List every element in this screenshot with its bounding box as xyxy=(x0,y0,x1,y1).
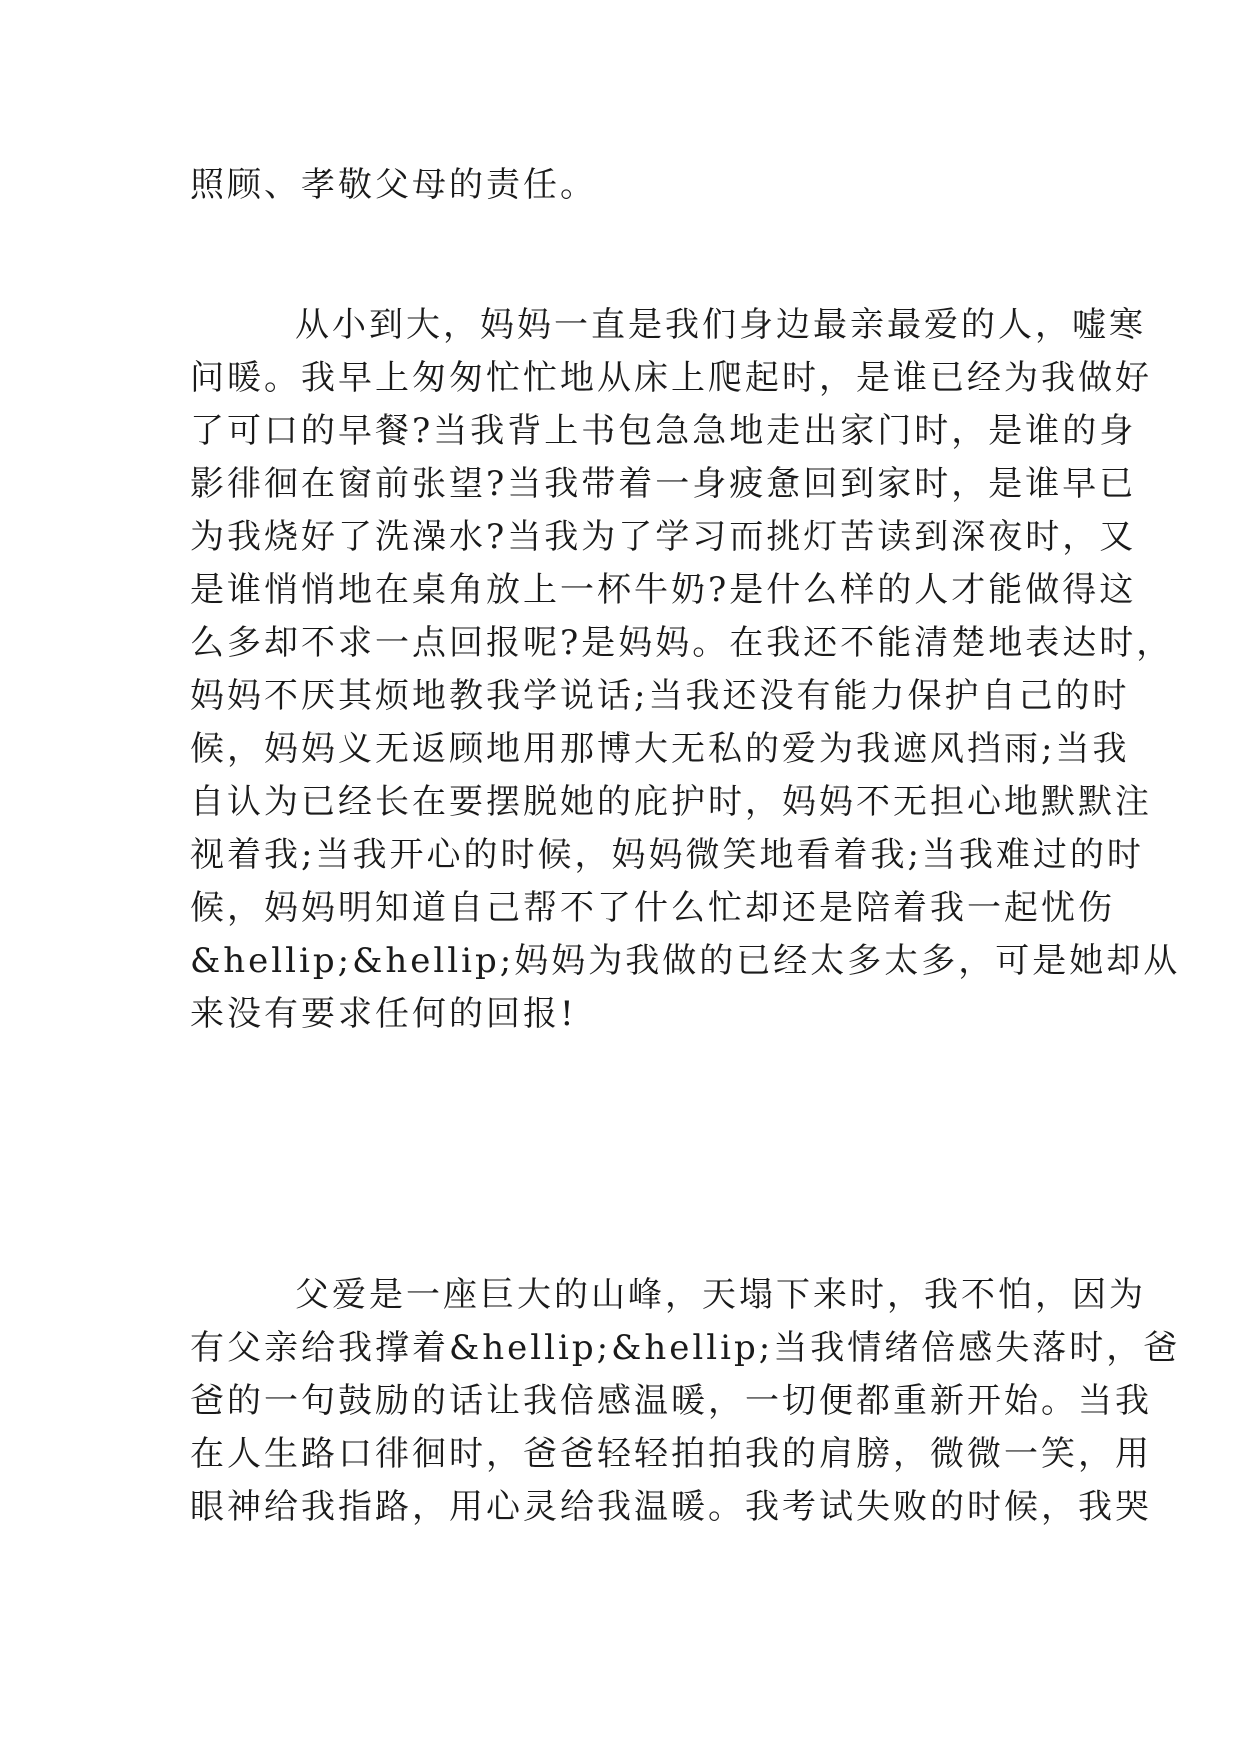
paragraph-3-line-2: 有父亲给我撑着&hellip;&hellip;当我情绪倍感失落时，爸 xyxy=(190,1328,1181,1368)
paragraph-2-line-9: 候，妈妈义无返顾地用那博大无私的爱为我遮风挡雨;当我 xyxy=(190,729,1130,769)
paragraph-3-line-3: 爸的一句鼓励的话让我倍感温暖，一切便都重新开始。当我 xyxy=(190,1381,1152,1421)
paragraph-2-line-1: 从小到大，妈妈一直是我们身边最亲最爱的人，嘘寒 xyxy=(295,305,1146,345)
paragraph-2-line-13: &hellip;&hellip;妈妈为我做的已经太多太多，可是她却从 xyxy=(190,941,1181,981)
paragraph-2-line-14: 来没有要求任何的回报! xyxy=(190,994,577,1034)
paragraph-2-line-2: 问暖。我早上匆匆忙忙地从床上爬起时，是谁已经为我做好 xyxy=(190,358,1152,398)
paragraph-2-line-6: 是谁悄悄地在桌角放上一杯牛奶?是什么样的人才能做得这 xyxy=(190,570,1137,610)
paragraph-1-line-1: 照顾、孝敬父母的责任。 xyxy=(190,165,597,205)
paragraph-3-line-1: 父爱是一座巨大的山峰，天塌下来时，我不怕，因为 xyxy=(295,1275,1146,1315)
paragraph-2-line-8: 妈妈不厌其烦地教我学说话;当我还没有能力保护自己的时 xyxy=(190,676,1130,716)
paragraph-2-line-11: 视着我;当我开心的时候，妈妈微笑地看着我;当我难过的时 xyxy=(190,835,1144,875)
paragraph-2-line-5: 为我烧好了洗澡水?当我为了学习而挑灯苦读到深夜时，又 xyxy=(190,517,1137,557)
paragraph-3-line-4: 在人生路口徘徊时，爸爸轻轻拍拍我的肩膀，微微一笑，用 xyxy=(190,1434,1152,1474)
paragraph-2-line-12: 候，妈妈明知道自己帮不了什么忙却还是陪着我一起忧伤 xyxy=(190,888,1115,928)
paragraph-3-line-5: 眼神给我指路，用心灵给我温暖。我考试失败的时候，我哭 xyxy=(190,1487,1152,1527)
paragraph-2-line-4: 影徘徊在窗前张望?当我带着一身疲惫回到家时，是谁早已 xyxy=(190,464,1137,504)
paragraph-2-line-3: 了可口的早餐?当我背上书包急急地走出家门时，是谁的身 xyxy=(190,411,1137,451)
paragraph-2-line-10: 自认为已经长在要摆脱她的庇护时，妈妈不无担心地默默注 xyxy=(190,782,1152,822)
paragraph-2-line-7: 么多却不求一点回报呢?是妈妈。在我还不能清楚地表达时， xyxy=(190,623,1174,663)
